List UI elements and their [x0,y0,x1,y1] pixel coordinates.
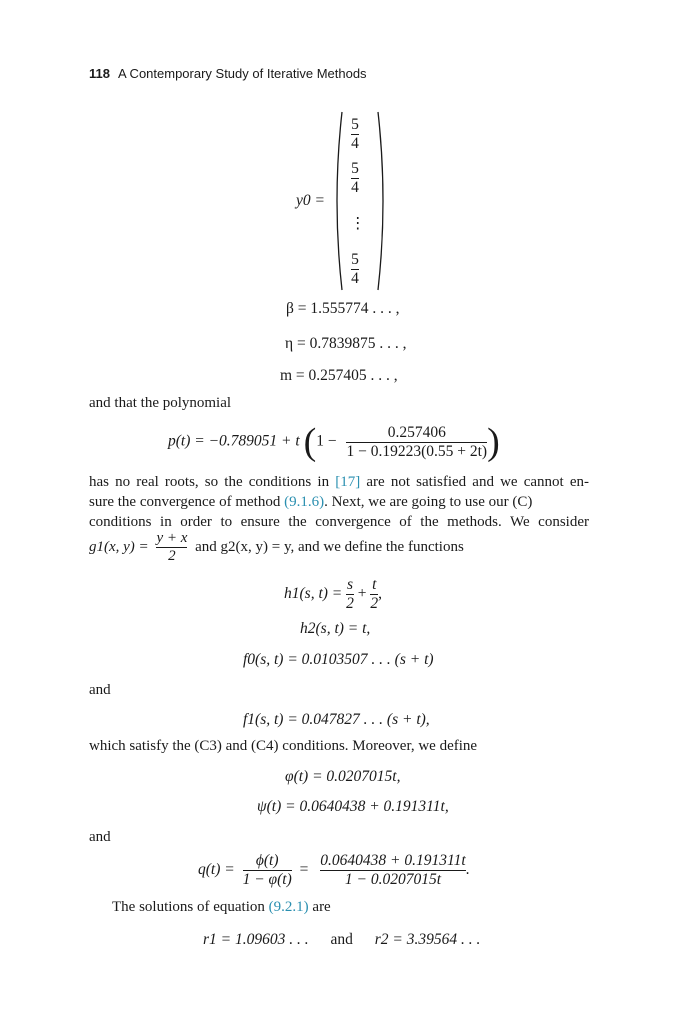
para-line-2: sure the convergence of method (9.1.6). Next, we are going to use our (C) [89,494,533,510]
m-value: m = 0.257405 . . . , [280,367,398,384]
para-line-3: conditions in order to ensure the convergence of the methods. We consider [89,514,589,530]
g-definition-line: g1(x, y) = $\frac{y + x}{2}$ and g2(x, y) = y, and we define the functions [89,530,464,565]
polynomial-formula: p(t) = −0.789051 + t (1 − $\frac{0.257406}{1 - 0.19223(0.55 + 2t)}$ ) [168,421,500,463]
psi-formula: ψ(t) = 0.0640438 + 0.191311t, [257,798,449,815]
para-line-1: has no real roots, so the conditions in [17] are not satisfied and we cannot en- [89,474,590,490]
conditions-line: which satisfy the (C3) and (C4) conditions. Moreover, we define [89,738,478,754]
ref-17-link[interactable]: [17] [335,474,361,490]
page-number: 118 [89,66,110,81]
h2-formula: h2(s, t) = t, [300,620,371,637]
book-title: A Contemporary Study of Iterative Methods [117,66,367,81]
f0-formula: f0(s, t) = 0.0103507 . . . (s + t) [243,651,434,668]
h1-formula: h1(s, t) = $\frac{s}{2}$ + $\frac{t}{2}$ , [284,576,382,612]
phi-formula: φ(t) = 0.0207015t, [285,768,401,785]
vector-entry-last: $\frac{5}{4}$ [351,251,359,287]
vector-entry-1: $\frac{5}{4}$ [351,116,359,152]
eta-value: η = 0.7839875 . . . , [285,335,407,352]
ref-9-2-1-link[interactable]: (9.2.1) [268,899,309,915]
and-text-2: and [89,829,111,845]
solutions-line: The solutions of equation (9.2.1) are [112,899,331,915]
vector-entry-2: $\frac{5}{4}$ [351,160,359,196]
q-formula: q(t) = $\frac{\phi(t)}{1 - \varphi(t)}$ = $\frac{0.0640438 + 0.191311t}{1 - 0.0207015t}$ . [198,852,470,888]
ref-9-1-6-link[interactable]: (9.1.6) [284,494,325,510]
roots-line: r1 = 1.09603 . . . and r2 = 3.39564 . . . [203,931,481,948]
vector-ellipsis: ⋮ [350,215,366,232]
vector-lhs: y0 = [296,192,325,209]
and-text-1: and [89,682,111,698]
poly-intro: and that the polynomial [89,395,232,411]
beta-value: β = 1.555774 . . . , [286,300,400,317]
running-header [89,66,367,81]
f1-formula: f1(s, t) = 0.047827 . . . (s + t), [243,711,430,728]
